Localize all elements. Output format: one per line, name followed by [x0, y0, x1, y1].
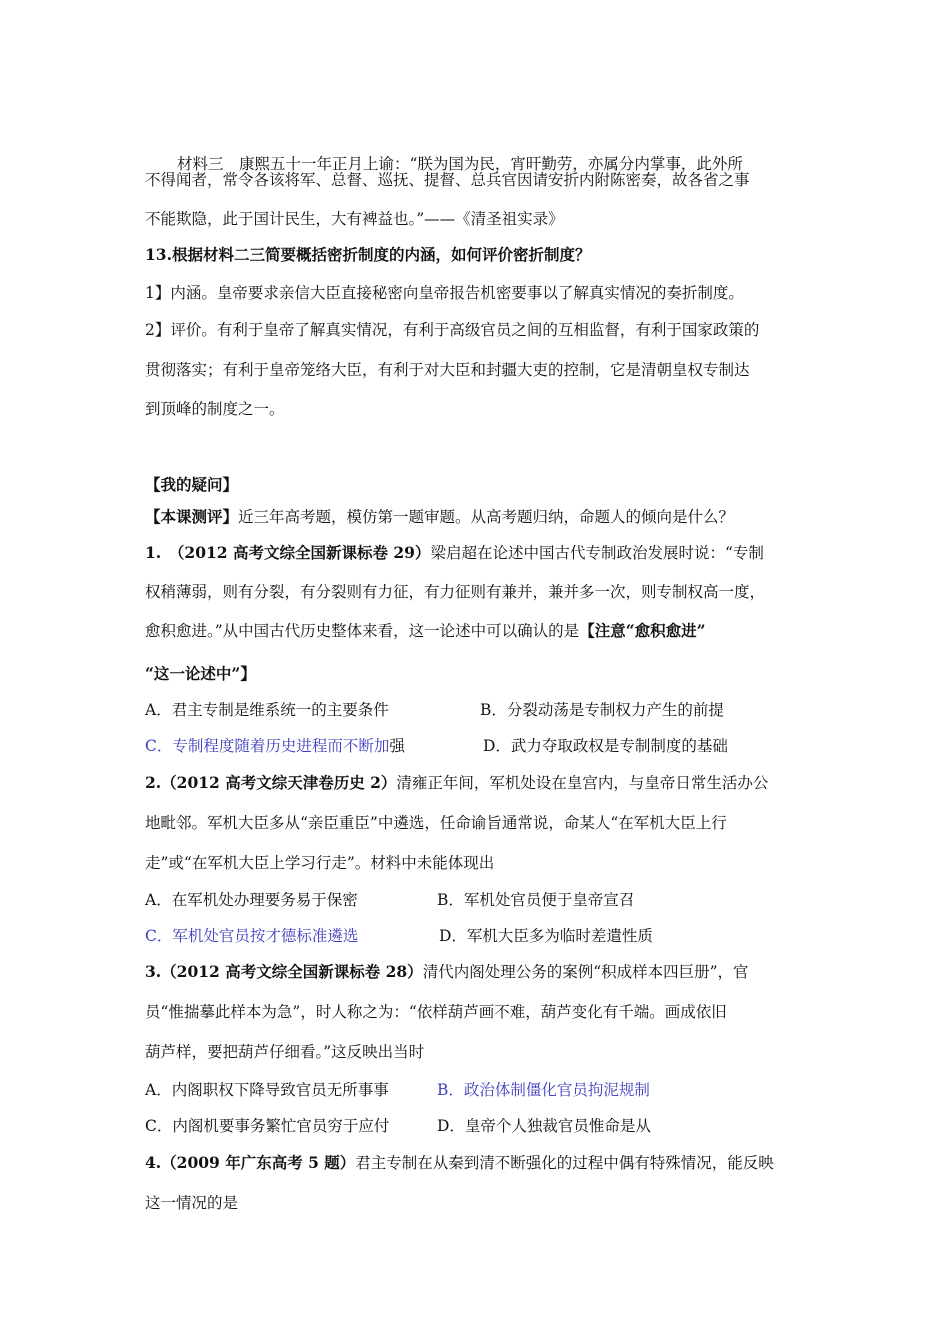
q1-option-b: B．分裂动荡是专制权力产生的前提	[480, 701, 724, 719]
q2-head: 2.（2012 高考文综天津卷历史 2）	[145, 773, 397, 792]
q1-option-c: C．专制程度随着历史进程而不断加	[145, 737, 390, 755]
q1-option-c-tail: 强	[389, 737, 405, 755]
q1-option-c-line	[145, 736, 405, 756]
q2-option-c: C．军机处官员按才德标准遴选	[145, 927, 359, 945]
q1-line-2: 权稍薄弱，则有分裂，有分裂则有力征，有力征则有兼并，兼并多一次，则专制权高一度，	[145, 583, 766, 601]
q2-text-1: 清雍正年间，军机处设在皇宫内，与皇帝日常生活办公	[396, 774, 769, 792]
q1-text-1: 梁启超在论述中国古代专制政治发展时说：“专制	[430, 544, 764, 562]
q1-note-2: “这一论述中”】	[145, 664, 256, 683]
material3-line-1: 材料三 康熙五十一年正月上谕：“朕为国为民，宵旰勤劳，亦属分内掌事，此外所	[177, 155, 743, 173]
q1-text-3: 愈积愈进。”从中国古代历史整体来看，这一论述中可以确认的是	[145, 622, 580, 640]
q2-option-a: A．在军机处办理要务易于保密	[145, 891, 358, 909]
q13-answer-2-line-3: 到顶峰的制度之一。	[145, 400, 285, 418]
q1-note-1: 【注意“愈积愈进”	[579, 621, 706, 640]
q1-line-1	[145, 543, 764, 563]
q2-option-d: D．军机大臣多为临时差遣性质	[439, 927, 653, 945]
q3-head: 3.（2012 高考文综全国新课标卷 28）	[145, 962, 423, 981]
q3-line-3: 葫芦样，要把葫芦仔细看。”这反映出当时	[145, 1043, 425, 1061]
q13-answer-1: 1】内涵。皇帝要求亲信大臣直接秘密向皇帝报告机密要事以了解真实情况的奏折制度。	[145, 284, 744, 302]
q3-option-c: C．内阁机要事务繁忙官员穷于应付	[145, 1117, 390, 1135]
test-label: 【本课测评】	[145, 507, 239, 526]
q13-answer-2-line-2: 贯彻落实；有利于皇帝笼络大臣，有利于对大臣和封疆大吏的控制，它是清朝皇权专制达	[145, 361, 750, 379]
q13-answer-2-line-1: 2】评价。有利于皇帝了解真实情况，有利于高级官员之间的互相监督，有利于国家政策的	[145, 321, 760, 339]
q2-option-b: B．军机处官员便于皇帝宣召	[437, 891, 635, 909]
q13-title: 13.根据材料二三简要概括密折制度的内涵，如何评价密折制度？	[145, 245, 591, 264]
q3-text-1: 清代内阁处理公务的案例“积成样本四巨册”，官	[422, 963, 749, 981]
q4-line-2: 这一情况的是	[145, 1194, 239, 1212]
q2-line-3: 走”或“在军机大臣上学习行走”。材料中未能体现出	[145, 854, 495, 872]
q3-option-a: A．内阁职权下降导致官员无所事事	[145, 1081, 389, 1099]
q2-line-2: 地毗邻。军机大臣多从“亲臣重臣”中遴选，任命谕旨通常说，命某人“在军机大臣上行	[145, 814, 727, 832]
q3-line-1	[145, 962, 749, 982]
q1-option-a: A．君主专制是维系统一的主要条件	[145, 701, 389, 719]
test-text: 近三年高考题，模仿第一题审题。从高考题归纳，命题人的倾向是什么？	[238, 508, 735, 526]
material3-line-3: 不能欺隐，此于国计民生，大有裨益也。”——《清圣祖实录》	[145, 210, 564, 228]
q1-option-d: D．武力夺取政权是专制制度的基础	[483, 737, 728, 755]
q3-option-b: B．政治体制僵化官员拘泥规制	[437, 1081, 650, 1099]
my-questions-heading: 【我的疑问】	[145, 475, 239, 494]
q3-line-2: 员“惟揣摹此样本为急”，时人称之为：“依样葫芦画不难，葫芦变化有千端。画成依旧	[145, 1003, 727, 1021]
q4-text-1: 君主专制在从秦到清不断强化的过程中偶有特殊情况，能反映	[355, 1154, 774, 1172]
q4-head: 4.（2009 年广东高考 5 题）	[145, 1153, 356, 1172]
q1-line-3	[145, 621, 706, 641]
q3-option-d: D．皇帝个人独裁官员惟命是从	[437, 1117, 651, 1135]
material3-line-2: 不得闻者，常令各该将军、总督、巡抚、提督、总兵官因请安折内附陈密奏，故各省之事	[145, 171, 750, 189]
test-line	[145, 507, 734, 527]
q2-line-1	[145, 773, 768, 793]
q4-line-1	[145, 1153, 774, 1173]
q1-head: 1. （2012 高考文综全国新课标卷 29）	[145, 543, 431, 562]
